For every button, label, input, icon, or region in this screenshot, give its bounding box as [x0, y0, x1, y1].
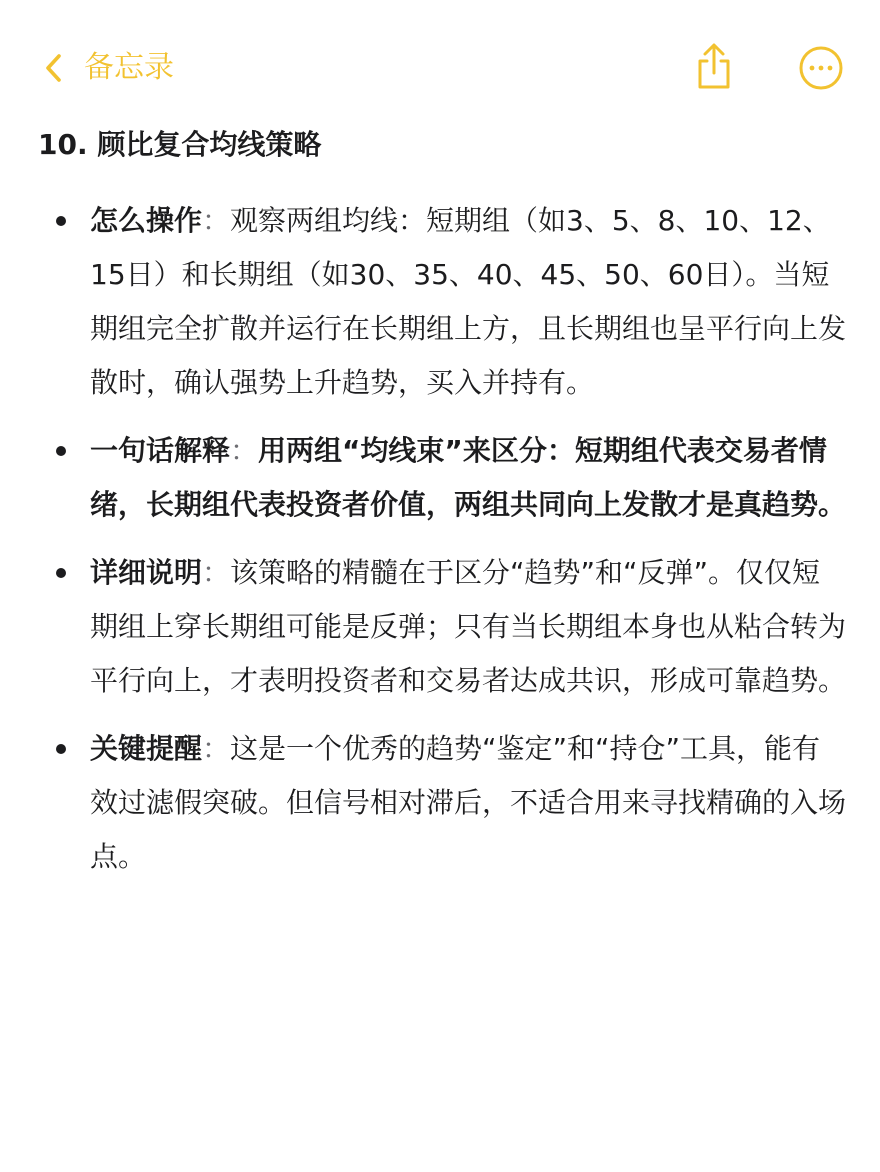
bullet-dot: [56, 216, 66, 226]
item-label: 怎么操作: [90, 204, 203, 237]
item-separator: ：: [230, 434, 259, 467]
item-text: 这是一个优秀的趋势“鉴定”和“持仓”工具，能有效过滤假突破。但信号相对滞后，不适合用来寻找精确的入场点。: [90, 732, 847, 873]
bullet-dot: [56, 446, 66, 456]
item-text: 该策略的精髓在于区分“趋势”和“反弹”。仅仅短期组上穿长期组可能是反弹；只有当长期组本身也从粘合转为平行向上，才表明投资者和交易者达成共识，形成可靠趋势。: [90, 556, 847, 697]
item-text: 观察两组均线：短期组（如3、5、8、10、12、15日）和长期组（如30、35、40、45、50、60日）。当短期组完全扩散并运行在长期组上方，且长期组也呈平行向上发散时，确认强势上升趋势，买入并持有。: [90, 204, 847, 399]
item-separator: ：: [202, 556, 231, 589]
more-options-button[interactable]: [798, 45, 844, 91]
item-separator: ：: [202, 732, 231, 765]
bullet-list: [38, 194, 848, 884]
list-item: [38, 546, 848, 708]
chevron-left-icon: [44, 53, 62, 83]
note-title: 10. 顾比复合均线策略: [38, 128, 322, 161]
item-label: 关键提醒: [90, 732, 203, 765]
list-item: [38, 722, 848, 884]
back-button[interactable]: [44, 46, 174, 90]
bullet-dot: [56, 744, 66, 754]
list-item: [38, 424, 848, 532]
item-text: 用两组“均线束”来区分：短期组代表交易者情绪，长期组代表投资者价值，两组共同向上发散才是真趋势。: [90, 434, 847, 521]
item-label: 一句话解释: [90, 434, 231, 467]
more-icon: [798, 45, 844, 91]
list-item: [38, 194, 848, 410]
navigation-bar: [0, 0, 880, 130]
share-icon: [692, 42, 736, 92]
item-label: 详细说明: [90, 556, 203, 589]
share-button[interactable]: [692, 42, 736, 92]
back-button-label: 备忘录: [84, 50, 174, 85]
bullet-dot: [56, 568, 66, 578]
note-body[interactable]: [38, 124, 848, 898]
item-separator: ：: [202, 204, 231, 237]
